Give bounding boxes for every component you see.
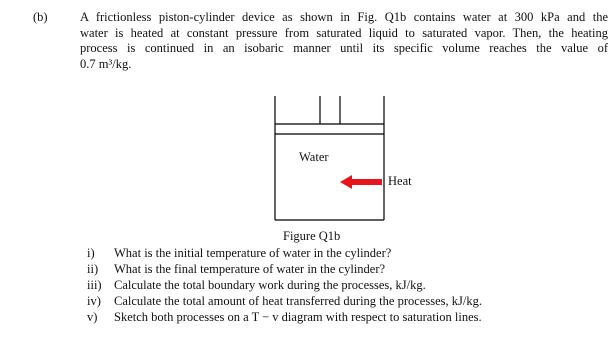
figure-caption: Figure Q1b bbox=[283, 229, 341, 243]
question-line: A frictionless piston-cylinder device as shown in Fig. Q1b contains water at 300 kPa and the bbox=[80, 10, 608, 24]
sub-question-text: What is the final temperature of water in the cylinder? bbox=[114, 262, 386, 276]
sub-question-number: iii) bbox=[87, 278, 102, 292]
question-line: water is heated at constant pressure from saturated liquid to saturated vapor. Then, the heating bbox=[80, 25, 608, 40]
question-label: (b) bbox=[33, 10, 48, 24]
sub-question-text: Sketch both processes on a T − v diagram with respect to saturation lines. bbox=[114, 310, 482, 324]
sub-question-number: i) bbox=[87, 246, 95, 260]
sub-question-number: iv) bbox=[87, 294, 101, 308]
question-line: 0.7 m³/kg. bbox=[80, 56, 132, 71]
heat-arrow-shaft bbox=[350, 179, 382, 185]
heat-arrow-head bbox=[340, 175, 352, 189]
heat-label: Heat bbox=[388, 174, 412, 188]
sub-question-number: ii) bbox=[87, 262, 99, 276]
sub-question-text: What is the initial temperature of water in the cylinder? bbox=[114, 246, 392, 260]
question-line: process is continued in an isobaric manner until its specific volume reaches the value of bbox=[80, 41, 608, 55]
sub-question-text: Calculate the total amount of heat transferred during the processes, kJ/kg. bbox=[114, 294, 482, 308]
water-label: Water bbox=[299, 150, 329, 164]
sub-question-text: Calculate the total boundary work during the processes, kJ/kg. bbox=[114, 278, 426, 292]
sub-question-number: v) bbox=[87, 310, 98, 324]
